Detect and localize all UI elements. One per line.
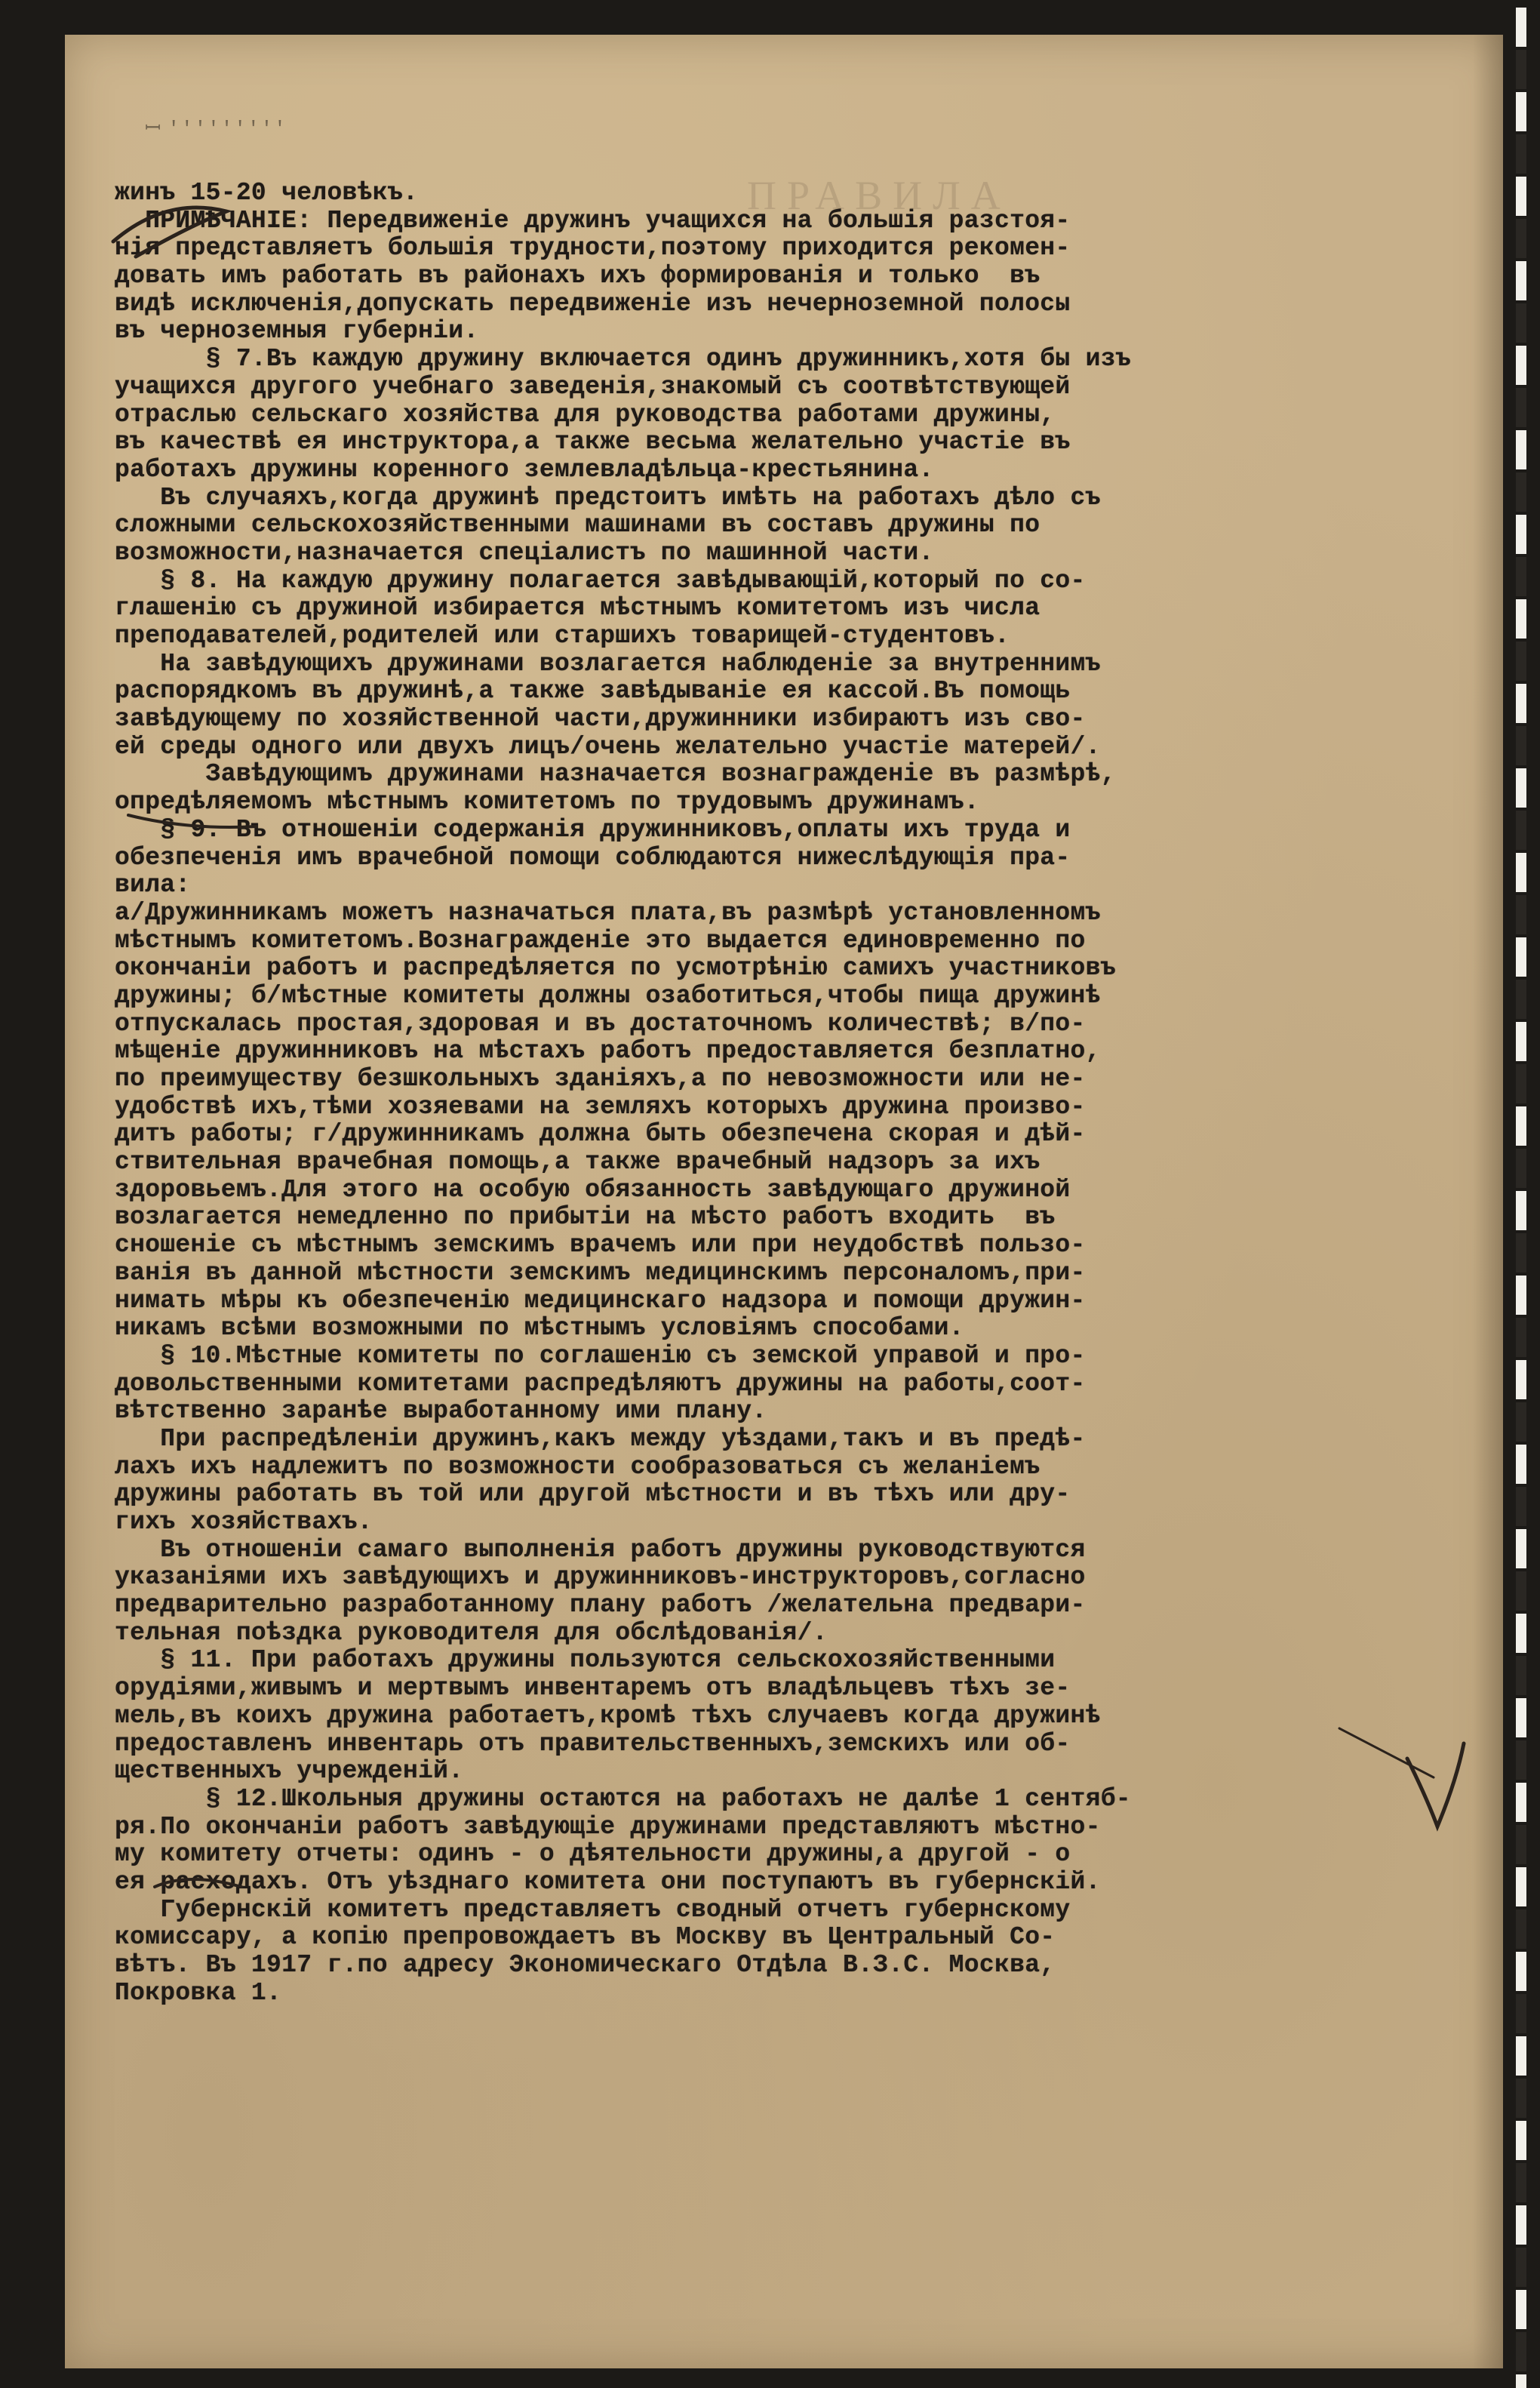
ruler-segment: [1516, 1022, 1526, 1063]
text-line: здоровьемъ.Для этого на особую обязанность завѣдующаго дружиной: [115, 1175, 1071, 1204]
ruler-segment: [1516, 92, 1526, 133]
sheet-edge-shadow: [1473, 35, 1503, 2368]
ruler-segment: [1516, 1149, 1526, 1189]
text-line: работахъ дружины коренного землевладѣльца-крестьянина.: [115, 455, 934, 484]
text-line: а/Дружинникамъ можетъ назначаться плата,въ размѣрѣ установленномъ: [115, 898, 1101, 927]
text-line: § 7.Въ каждую дружину включается одинъ дружинникъ,хотя бы изъ: [115, 345, 1131, 374]
header-smudge: ꟷ​ ''''''''': [145, 118, 287, 140]
ruler-segment: [1516, 1783, 1526, 1823]
text-line: Покровка 1.: [115, 1978, 282, 2007]
text-line: § 12.Школьныя дружины остаются на работахъ не далѣе 1 сентяб-: [115, 1784, 1131, 1813]
ruler-segment: [1516, 346, 1526, 386]
ruler-segment: [1516, 303, 1526, 344]
text-line: орудіями,живымъ и мертвымъ инвентаремъ отъ владѣльцевъ тѣхъ зе-: [115, 1674, 1071, 1703]
text-line: нія представляетъ большія трудности,поэтому приходится рекомен-: [115, 234, 1071, 263]
ruler-segment: [1516, 684, 1526, 725]
text-line: указаніями ихъ завѣдующихъ и дружинниковъ-инструкторовъ,согласно: [115, 1563, 1086, 1592]
text-line: обезпеченія имъ врачебной помощи соблюдаются нижеслѣдующія пра-: [115, 843, 1071, 872]
ruler-segment: [1516, 1740, 1526, 1781]
ruler-segment: [1516, 1318, 1526, 1359]
text-line: вѣтъ. Въ 1917 г.по адресу Экономическаго Отдѣла В.З.С. Москва,: [115, 1951, 1056, 1979]
text-line: мель,въ коихъ дружина работаетъ,кромѣ тѣхъ случаевъ когда дружинѣ: [115, 1701, 1101, 1730]
ruler-segment: [1516, 1529, 1526, 1570]
typed-text-body: [115, 180, 1397, 2007]
ruler-segment: [1516, 388, 1526, 429]
ruler-segment: [1516, 1909, 1526, 1950]
ruler-segment: [1516, 557, 1526, 598]
ruler-segment: [1516, 2163, 1526, 2204]
text-line: комиссару, а копію препровождаетъ въ Москву въ Центральный Со-: [115, 1923, 1056, 1952]
text-line: въ черноземныя губерніи.: [115, 317, 479, 346]
text-line: му комитету отчеты: одинъ - о дѣятельности дружины,а другой - о: [115, 1840, 1071, 1869]
ghost-heading: ПРАВИЛА: [747, 173, 1011, 218]
ruler-segment: [1516, 50, 1526, 91]
text-line: На завѣдующихъ дружинами возлагается наблюденіе за внутреннимъ: [115, 649, 1101, 678]
text-line: по преимуществу безшкольныхъ зданіяхъ,а по невозможности или не-: [115, 1065, 1086, 1093]
text-line: опредѣляемомъ мѣстнымъ комитетомъ по трудовымъ дружинамъ.: [115, 788, 979, 817]
ruler-segment: [1516, 2036, 1526, 2077]
ruler-segment: [1516, 1445, 1526, 1485]
ruler-segment: [1516, 1571, 1526, 1612]
ruler-segment: [1516, 2248, 1526, 2288]
ruler-segment: [1516, 726, 1526, 767]
ruler-segment: [1516, 515, 1526, 555]
text-line: возможности,назначается спеціалистъ по машинной части.: [115, 538, 934, 567]
text-line: Въ случаяхъ,когда дружинѣ предстоитъ имѣть на работахъ дѣло съ: [115, 483, 1101, 512]
text-line: § 9. Въ отношеніи содержанія дружинниковъ,оплаты ихъ труда и: [115, 815, 1071, 844]
ruler-segment: [1516, 8, 1526, 48]
ruler-segment: [1516, 1656, 1526, 1697]
ruler-segment: [1516, 430, 1526, 471]
ruler-segment: [1516, 2205, 1526, 2246]
text-line: ствительная врачебная помощь,а также врачебный надзоръ за ихъ: [115, 1148, 1040, 1177]
ruler-segment: [1516, 811, 1526, 851]
text-line: мѣщеніе дружинниковъ на мѣстахъ работъ предоставляется безплатно,: [115, 1037, 1101, 1066]
ruler-segment: [1516, 980, 1526, 1020]
text-line: распорядкомъ въ дружинѣ,а также завѣдываніе ея кассой.Въ помощь: [115, 677, 1071, 706]
text-line: ея расходахъ. Отъ уѣзднаго комитета они поступаютъ въ губернскій.: [115, 1867, 1101, 1896]
text-line: ПРИМѢЧАНІЕ: Передвиженіе дружинъ учащихся на большія разстоя-: [115, 206, 1071, 235]
text-line: преподавателей,родителей или старшихъ товарищей-студентовъ.: [115, 622, 1010, 650]
ruler-segment: [1516, 1614, 1526, 1654]
text-line: ванія въ данной мѣстности земскимъ медицинскимъ персоналомъ,при-: [115, 1258, 1086, 1287]
text-line: сложными сельскохозяйственными машинами въ составъ дружины по: [115, 511, 1040, 540]
text-line: Въ отношеніи самаго выполненія работъ дружины руководствуются: [115, 1535, 1086, 1564]
ruler-segment: [1516, 1994, 1526, 2035]
text-line: никамъ всѣми возможными по мѣстнымъ условіямъ способами.: [115, 1314, 964, 1343]
text-line: отпускалась простая,здоровая и въ достаточномъ количествѣ; в/по-: [115, 1009, 1086, 1038]
text-line: видѣ исключенія,допускать передвиженіе изъ нечерноземной полосы: [115, 289, 1071, 318]
text-line: окончаніи работъ и распредѣляется по усмотрѣнію самихъ участниковъ: [115, 954, 1116, 983]
text-line: лахъ ихъ надлежитъ по возможности сообразоваться съ желаніемъ: [115, 1452, 1040, 1481]
text-line: глашенію съ дружиной избирается мѣстнымъ комитетомъ изъ числа: [115, 594, 1040, 623]
text-line: дружины; б/мѣстные комитеты должны озаботиться,чтобы пища дружинѣ: [115, 981, 1101, 1010]
ruler-segment: [1516, 2332, 1526, 2373]
text-line: ря.По окончаніи работъ завѣдующіе дружинами представляютъ мѣстно-: [115, 1812, 1101, 1841]
text-line: предварительно разработанному плану работъ /желательна предвари-: [115, 1591, 1086, 1620]
ruler-segment: [1516, 2121, 1526, 2162]
ruler-segment: [1516, 134, 1526, 175]
ruler-segment: [1516, 642, 1526, 682]
text-line: Завѣдующимъ дружинами назначается вознагражденіе въ размѣрѣ,: [115, 760, 1116, 789]
text-line: жинъ 15-20 человѣкъ.: [115, 179, 419, 207]
ruler-segment: [1516, 768, 1526, 809]
ruler-segment: [1516, 895, 1526, 936]
text-line: дружины работать въ той или другой мѣстности и въ тѣхъ или дру-: [115, 1480, 1071, 1509]
ruler-segment: [1516, 2374, 1526, 2388]
ruler-segment: [1516, 1064, 1526, 1105]
ruler-segment: [1516, 472, 1526, 513]
ruler-segment: [1516, 2290, 1526, 2331]
text-line: дитъ работы; г/дружинникамъ должна быть обезпечена скорая и дѣй-: [115, 1120, 1086, 1149]
text-line: нимать мѣры къ обезпеченію медицинскаго надзора и помощи дружин-: [115, 1286, 1086, 1315]
ruler-segment: [1516, 1698, 1526, 1739]
text-line: предоставленъ инвентарь отъ правительственныхъ,земскихъ или об-: [115, 1729, 1071, 1758]
text-line: завѣдующему по хозяйственной части,дружинники избираютъ изъ сво-: [115, 705, 1086, 734]
ruler-segment: [1516, 1233, 1526, 1274]
ruler-segment: [1516, 853, 1526, 894]
ruler-segment: [1516, 937, 1526, 978]
text-line: гихъ хозяйствахъ.: [115, 1508, 373, 1536]
ruler-segment: [1516, 219, 1526, 260]
ruler-segment: [1516, 599, 1526, 640]
ruler-segment: [1516, 1360, 1526, 1401]
text-line: мѣстнымъ комитетомъ.Вознагражденіе это выдается единовременно по: [115, 926, 1086, 955]
text-line: вѣтственно заранѣе выработанному ими плану.: [115, 1397, 767, 1426]
text-line: довольственными комитетами распредѣляютъ дружины на работы,соот-: [115, 1369, 1086, 1398]
text-line: возлагается немедленно по прибытіи на мѣсто работъ входить въ: [115, 1203, 1056, 1232]
text-line: сношеніе съ мѣстнымъ земскимъ врачемъ или при неудобствѣ пользо-: [115, 1231, 1086, 1260]
text-line: § 8. На каждую дружину полагается завѣдывающій,который по со-: [115, 566, 1086, 595]
text-line: довать имъ работать въ районахъ ихъ формированія и только въ: [115, 262, 1040, 291]
ruler-segment: [1516, 2079, 1526, 2119]
text-line: вила:: [115, 871, 191, 900]
ruler-segment: [1516, 261, 1526, 302]
text-line: щественныхъ учрежденій.: [115, 1757, 464, 1786]
ruler-segment: [1516, 1276, 1526, 1316]
text-line: тельная поѣздка руководителя для обслѣдованія/.: [115, 1618, 828, 1647]
ruler-segment: [1516, 177, 1526, 217]
text-line: отраслью сельскаго хозяйства для руководства работами дружины,: [115, 400, 1056, 429]
ruler-segment: [1516, 1106, 1526, 1147]
ruler-segment: [1516, 1487, 1526, 1528]
text-line: учащихся другого учебнаго заведенія,знакомый съ соотвѣтствующей: [115, 372, 1071, 401]
ruler-segment: [1516, 1191, 1526, 1232]
text-line: § 10.Мѣстные комитеты по соглашенію съ земской управой и про-: [115, 1341, 1086, 1370]
ruler-segment: [1516, 1402, 1526, 1443]
text-line: § 11. При работахъ дружины пользуются сельскохозяйственными: [115, 1646, 1056, 1675]
scan-ruler: [1516, 8, 1526, 2377]
text-line: При распредѣленіи дружинъ,какъ между уѣздами,такъ и въ предѣ-: [115, 1424, 1086, 1453]
text-line: Губернскій комитетъ представляетъ сводный отчетъ губернскому: [115, 1895, 1071, 1924]
ruler-segment: [1516, 1825, 1526, 1866]
ruler-segment: [1516, 1867, 1526, 1908]
text-line: удобствѣ ихъ,тѣми хозяевами на земляхъ которыхъ дружина произво-: [115, 1092, 1086, 1121]
text-line: ей среды одного или двухъ лицъ/очень желательно участіе матерей/.: [115, 732, 1101, 761]
ruler-segment: [1516, 1952, 1526, 1993]
text-line: въ качествѣ ея инструктора,а также весьма желательно участіе въ: [115, 428, 1071, 457]
